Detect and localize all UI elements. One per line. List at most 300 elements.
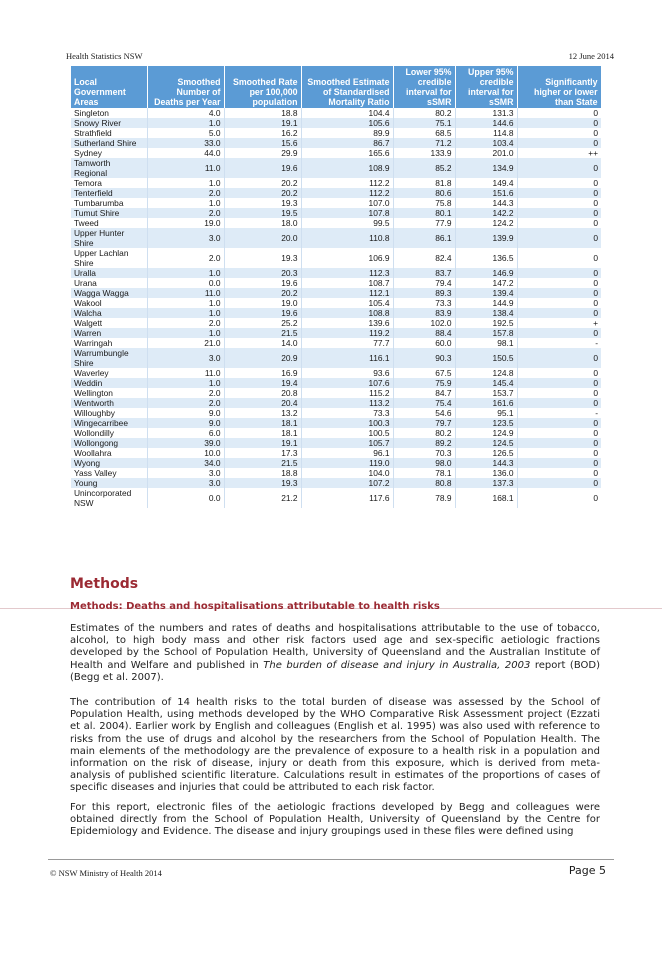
cell-deaths: 0.0	[147, 488, 224, 508]
cell-significance: 0	[517, 288, 601, 298]
report-title: The burden of disease and injury in Australia, 2003	[263, 659, 531, 671]
cell-deaths: 3.0	[147, 348, 224, 368]
cell-significance: 0	[517, 348, 601, 368]
cell-lower-ci: 83.7	[393, 268, 455, 278]
cell-lower-ci: 71.2	[393, 138, 455, 148]
cell-deaths: 2.0	[147, 398, 224, 408]
cell-rate: 19.6	[224, 308, 301, 318]
section-subtitle: Methods: Deaths and hospitalisations attributable to health risks	[70, 601, 440, 612]
table-row	[71, 208, 601, 218]
cell-lower-ci: 81.8	[393, 178, 455, 188]
cell-significance: 0	[517, 438, 601, 448]
table-row	[71, 468, 601, 478]
cell-ssmr: 99.5	[301, 218, 393, 228]
cell-deaths: 1.0	[147, 118, 224, 128]
cell-significance: 0	[517, 198, 601, 208]
cell-upper-ci: 123.5	[455, 418, 517, 428]
table-row	[71, 378, 601, 388]
cell-deaths: 44.0	[147, 148, 224, 158]
cell-deaths: 1.0	[147, 298, 224, 308]
cell-ssmr: 112.1	[301, 288, 393, 298]
cell-significance: 0	[517, 268, 601, 278]
cell-deaths: 21.0	[147, 338, 224, 348]
table-row	[71, 288, 601, 298]
section-title: Methods	[70, 576, 139, 592]
cell-significance: 0	[517, 178, 601, 188]
cell-ssmr: 100.5	[301, 428, 393, 438]
cell-lower-ci: 133.9	[393, 148, 455, 158]
cell-lga-name: Upper Lachlan Shire	[71, 248, 147, 268]
cell-upper-ci: 144.3	[455, 458, 517, 468]
cell-deaths: 10.0	[147, 448, 224, 458]
cell-rate: 17.3	[224, 448, 301, 458]
cell-lower-ci: 67.5	[393, 368, 455, 378]
cell-significance: 0	[517, 328, 601, 338]
cell-deaths: 11.0	[147, 158, 224, 178]
header-date: 12 June 2014	[568, 51, 614, 61]
cell-lower-ci: 89.3	[393, 288, 455, 298]
paragraph-1	[70, 623, 600, 684]
cell-lower-ci: 73.3	[393, 298, 455, 308]
cell-rate: 18.0	[224, 218, 301, 228]
cell-ssmr: 108.8	[301, 308, 393, 318]
cell-lga-name: Uralla	[71, 268, 147, 278]
cell-deaths: 2.0	[147, 388, 224, 398]
cell-ssmr: 104.4	[301, 108, 393, 118]
cell-significance: 0	[517, 428, 601, 438]
table-header	[71, 66, 601, 108]
cell-ssmr: 107.0	[301, 198, 393, 208]
cell-upper-ci: 124.5	[455, 438, 517, 448]
cell-lower-ci: 78.9	[393, 488, 455, 508]
table-row	[71, 488, 601, 508]
cell-lower-ci: 68.5	[393, 128, 455, 138]
cell-deaths: 1.0	[147, 378, 224, 388]
cell-rate: 14.0	[224, 338, 301, 348]
cell-lga-name: Tweed	[71, 218, 147, 228]
cell-deaths: 9.0	[147, 418, 224, 428]
table-row	[71, 418, 601, 428]
lga-mortality-table	[71, 66, 602, 508]
cell-upper-ci: 124.2	[455, 218, 517, 228]
column-header-lga: Local Government Areas	[71, 66, 147, 108]
table-row	[71, 198, 601, 208]
cell-deaths: 11.0	[147, 288, 224, 298]
table-row	[71, 118, 601, 128]
cell-lga-name: Warringah	[71, 338, 147, 348]
cell-rate: 29.9	[224, 148, 301, 158]
cell-significance: 0	[517, 248, 601, 268]
cell-upper-ci: 157.8	[455, 328, 517, 338]
cell-ssmr: 108.9	[301, 158, 393, 178]
cell-rate: 20.3	[224, 268, 301, 278]
cell-lga-name: Wentworth	[71, 398, 147, 408]
cell-lower-ci: 60.0	[393, 338, 455, 348]
cell-rate: 18.8	[224, 468, 301, 478]
table-row	[71, 368, 601, 378]
column-header-deaths: Smoothed Number of Deaths per Year	[147, 66, 224, 108]
table-row	[71, 298, 601, 308]
table-row	[71, 458, 601, 468]
column-header-lower-ci: Lower 95% credible interval for sSMR	[393, 66, 455, 108]
cell-upper-ci: 192.5	[455, 318, 517, 328]
cell-significance: 0	[517, 368, 601, 378]
cell-rate: 20.8	[224, 388, 301, 398]
cell-deaths: 2.0	[147, 188, 224, 198]
cell-deaths: 11.0	[147, 368, 224, 378]
paragraph-2: The contribution of 14 health risks to the total burden of disease was assessed by the School of Population Health, using methods developed by the WHO Comparative Risk Assessment project (Ezzati et al. 2004). Earlier work by English and colleagues (English et al. 1995) was also used with reference to risks from the use of drugs and alcohol by the researchers from the School of Population Health. The main elements of the methodology are the prevalence of exposure to a health risk in a population and information on the risk of disease, injury or death from this exposure, which is derived from meta-analysis of published scientific literature. Calculations result in estimates of the proportions of cases of specific diseases and injuries that could be attributed to each risk factor.	[70, 697, 600, 794]
cell-upper-ci: 136.5	[455, 248, 517, 268]
cell-lga-name: Wagga Wagga	[71, 288, 147, 298]
cell-deaths: 3.0	[147, 478, 224, 488]
cell-ssmr: 104.0	[301, 468, 393, 478]
cell-significance: 0	[517, 308, 601, 318]
table-row	[71, 218, 601, 228]
table-row	[71, 478, 601, 488]
cell-significance: 0	[517, 488, 601, 508]
cell-rate: 20.2	[224, 288, 301, 298]
cell-significance: ++	[517, 148, 601, 158]
cell-lga-name: Unincorporated NSW	[71, 488, 147, 508]
table-row	[71, 248, 601, 268]
cell-ssmr: 119.0	[301, 458, 393, 468]
cell-ssmr: 106.9	[301, 248, 393, 268]
table-row	[71, 158, 601, 178]
column-header-upper-ci: Upper 95% credible interval for sSMR	[455, 66, 517, 108]
cell-upper-ci: 146.9	[455, 268, 517, 278]
cell-ssmr: 115.2	[301, 388, 393, 398]
cell-ssmr: 105.6	[301, 118, 393, 128]
cell-significance: 0	[517, 218, 601, 228]
cell-lga-name: Wollongong	[71, 438, 147, 448]
table-row	[71, 398, 601, 408]
cell-lga-name: Tamworth Regional	[71, 158, 147, 178]
cell-lower-ci: 78.1	[393, 468, 455, 478]
column-header-ssmr: Smoothed Estimate of Standardised Mortality Ratio	[301, 66, 393, 108]
cell-rate: 19.3	[224, 198, 301, 208]
cell-upper-ci: 126.5	[455, 448, 517, 458]
cell-deaths: 0.0	[147, 278, 224, 288]
cell-upper-ci: 161.6	[455, 398, 517, 408]
cell-deaths: 6.0	[147, 428, 224, 438]
cell-rate: 19.3	[224, 478, 301, 488]
footer-copyright: © NSW Ministry of Health 2014	[50, 868, 162, 878]
cell-deaths: 2.0	[147, 318, 224, 328]
cell-lga-name: Yass Valley	[71, 468, 147, 478]
cell-significance: 0	[517, 118, 601, 128]
cell-lower-ci: 54.6	[393, 408, 455, 418]
cell-rate: 21.2	[224, 488, 301, 508]
cell-rate: 19.0	[224, 298, 301, 308]
cell-lower-ci: 80.2	[393, 108, 455, 118]
cell-significance: -	[517, 338, 601, 348]
cell-ssmr: 86.7	[301, 138, 393, 148]
table-row	[71, 178, 601, 188]
cell-upper-ci: 131.3	[455, 108, 517, 118]
cell-deaths: 19.0	[147, 218, 224, 228]
cell-lga-name: Tenterfield	[71, 188, 147, 198]
cell-significance: 0	[517, 128, 601, 138]
cell-ssmr: 112.2	[301, 178, 393, 188]
cell-lga-name: Woollahra	[71, 448, 147, 458]
cell-ssmr: 119.2	[301, 328, 393, 338]
cell-lga-name: Wingecarribee	[71, 418, 147, 428]
cell-significance: 0	[517, 418, 601, 428]
cell-rate: 19.3	[224, 248, 301, 268]
cell-significance: 0	[517, 108, 601, 118]
cell-ssmr: 113.2	[301, 398, 393, 408]
cell-ssmr: 105.4	[301, 298, 393, 308]
cell-ssmr: 93.6	[301, 368, 393, 378]
table-row	[71, 128, 601, 138]
cell-ssmr: 116.1	[301, 348, 393, 368]
cell-deaths: 1.0	[147, 178, 224, 188]
cell-upper-ci: 144.3	[455, 198, 517, 208]
cell-lower-ci: 75.4	[393, 398, 455, 408]
cell-lga-name: Wellington	[71, 388, 147, 398]
cell-deaths: 1.0	[147, 268, 224, 278]
cell-lga-name: Temora	[71, 178, 147, 188]
cell-ssmr: 110.8	[301, 228, 393, 248]
cell-upper-ci: 139.9	[455, 228, 517, 248]
cell-lower-ci: 84.7	[393, 388, 455, 398]
lga-mortality-table-container	[71, 66, 601, 508]
cell-upper-ci: 103.4	[455, 138, 517, 148]
cell-significance: -	[517, 408, 601, 418]
footer-divider	[48, 859, 614, 860]
cell-upper-ci: 150.5	[455, 348, 517, 368]
table-row	[71, 278, 601, 288]
cell-upper-ci: 168.1	[455, 488, 517, 508]
cell-deaths: 3.0	[147, 468, 224, 478]
table-body	[71, 108, 601, 508]
cell-significance: 0	[517, 378, 601, 388]
cell-ssmr: 73.3	[301, 408, 393, 418]
cell-lower-ci: 80.6	[393, 188, 455, 198]
cell-rate: 21.5	[224, 328, 301, 338]
cell-lower-ci: 79.7	[393, 418, 455, 428]
cell-significance: 0	[517, 458, 601, 468]
cell-deaths: 2.0	[147, 208, 224, 218]
cell-rate: 18.1	[224, 428, 301, 438]
cell-lga-name: Sydney	[71, 148, 147, 158]
cell-significance: 0	[517, 398, 601, 408]
cell-upper-ci: 134.9	[455, 158, 517, 178]
cell-upper-ci: 144.9	[455, 298, 517, 308]
cell-lower-ci: 80.1	[393, 208, 455, 218]
cell-upper-ci: 114.8	[455, 128, 517, 138]
cell-upper-ci: 98.1	[455, 338, 517, 348]
cell-rate: 20.4	[224, 398, 301, 408]
cell-significance: +	[517, 318, 601, 328]
cell-lga-name: Walcha	[71, 308, 147, 318]
cell-ssmr: 107.6	[301, 378, 393, 388]
table-row	[71, 148, 601, 158]
cell-deaths: 5.0	[147, 128, 224, 138]
cell-significance: 0	[517, 468, 601, 478]
cell-ssmr: 96.1	[301, 448, 393, 458]
cell-rate: 19.1	[224, 118, 301, 128]
cell-ssmr: 108.7	[301, 278, 393, 288]
cell-lga-name: Tumut Shire	[71, 208, 147, 218]
cell-significance: 0	[517, 158, 601, 178]
cell-upper-ci: 147.2	[455, 278, 517, 288]
cell-rate: 15.6	[224, 138, 301, 148]
cell-upper-ci: 124.8	[455, 368, 517, 378]
cell-ssmr: 107.2	[301, 478, 393, 488]
cell-ssmr: 89.9	[301, 128, 393, 138]
paragraph-1-text-a: Estimates of the numbers and rates of deaths and hospitalisations attributable to the use of tobacco, alcohol, to high body mass and other risk factors used age and sex-specific aetiologic fractions developed by the School of Population Health, University of Queensland and the Australian Institute of Health and Welfare and published in	[70, 623, 600, 671]
cell-lga-name: Waverley	[71, 368, 147, 378]
table-row	[71, 308, 601, 318]
cell-lower-ci: 82.4	[393, 248, 455, 268]
cell-rate: 16.9	[224, 368, 301, 378]
header-publication: Health Statistics NSW	[66, 51, 143, 61]
cell-significance: 0	[517, 298, 601, 308]
cell-ssmr: 112.3	[301, 268, 393, 278]
cell-lower-ci: 86.1	[393, 228, 455, 248]
table-row	[71, 268, 601, 278]
cell-lower-ci: 77.9	[393, 218, 455, 228]
cell-rate: 20.2	[224, 178, 301, 188]
table-row	[71, 318, 601, 328]
cell-lower-ci: 89.2	[393, 438, 455, 448]
cell-upper-ci: 139.4	[455, 288, 517, 298]
cell-rate: 13.2	[224, 408, 301, 418]
cell-lower-ci: 88.4	[393, 328, 455, 338]
cell-rate: 19.4	[224, 378, 301, 388]
page-number: Page 5	[568, 864, 606, 877]
cell-rate: 19.1	[224, 438, 301, 448]
cell-lower-ci: 75.8	[393, 198, 455, 208]
cell-lower-ci: 85.2	[393, 158, 455, 178]
page-header	[66, 51, 614, 65]
cell-lower-ci: 75.9	[393, 378, 455, 388]
cell-deaths: 3.0	[147, 228, 224, 248]
cell-deaths: 1.0	[147, 308, 224, 318]
cell-lga-name: Warrumbungle Shire	[71, 348, 147, 368]
cell-upper-ci: 124.9	[455, 428, 517, 438]
cell-upper-ci: 151.6	[455, 188, 517, 198]
cell-deaths: 2.0	[147, 248, 224, 268]
cell-lga-name: Wakool	[71, 298, 147, 308]
table-row	[71, 408, 601, 418]
cell-deaths: 34.0	[147, 458, 224, 468]
cell-ssmr: 100.3	[301, 418, 393, 428]
cell-lga-name: Upper Hunter Shire	[71, 228, 147, 248]
cell-upper-ci: 142.2	[455, 208, 517, 218]
table-row	[71, 228, 601, 248]
cell-significance: 0	[517, 228, 601, 248]
cell-rate: 18.1	[224, 418, 301, 428]
cell-lga-name: Snowy River	[71, 118, 147, 128]
cell-lga-name: Wyong	[71, 458, 147, 468]
table-row	[71, 428, 601, 438]
cell-rate: 18.8	[224, 108, 301, 118]
cell-lga-name: Singleton	[71, 108, 147, 118]
cell-significance: 0	[517, 478, 601, 488]
table-row	[71, 338, 601, 348]
cell-lga-name: Willoughby	[71, 408, 147, 418]
cell-deaths: 39.0	[147, 438, 224, 448]
cell-ssmr: 165.6	[301, 148, 393, 158]
cell-lower-ci: 79.4	[393, 278, 455, 288]
paragraph-3: For this report, electronic files of the aetiologic fractions developed by Begg and colleagues were obtained directly from the School of Population Health, University of Queensland by the Centre for Epidemiology and Evidence. The disease and injury groupings used in these files were defined using	[70, 802, 600, 838]
cell-upper-ci: 138.4	[455, 308, 517, 318]
cell-rate: 16.2	[224, 128, 301, 138]
cell-lga-name: Tumbarumba	[71, 198, 147, 208]
cell-lower-ci: 83.9	[393, 308, 455, 318]
cell-rate: 21.5	[224, 458, 301, 468]
cell-lga-name: Walgett	[71, 318, 147, 328]
cell-lga-name: Young	[71, 478, 147, 488]
cell-deaths: 4.0	[147, 108, 224, 118]
table-row	[71, 108, 601, 118]
cell-upper-ci: 145.4	[455, 378, 517, 388]
cell-deaths: 9.0	[147, 408, 224, 418]
table-row	[71, 388, 601, 398]
table-row	[71, 138, 601, 148]
cell-upper-ci: 149.4	[455, 178, 517, 188]
cell-lower-ci: 80.2	[393, 428, 455, 438]
cell-lower-ci: 98.0	[393, 458, 455, 468]
cell-rate: 20.9	[224, 348, 301, 368]
cell-lga-name: Urana	[71, 278, 147, 288]
cell-lower-ci: 70.3	[393, 448, 455, 458]
cell-upper-ci: 201.0	[455, 148, 517, 158]
cell-ssmr: 107.8	[301, 208, 393, 218]
cell-upper-ci: 136.0	[455, 468, 517, 478]
cell-deaths: 1.0	[147, 198, 224, 208]
cell-upper-ci: 153.7	[455, 388, 517, 398]
cell-rate: 19.5	[224, 208, 301, 218]
cell-upper-ci: 144.6	[455, 118, 517, 128]
table-row	[71, 348, 601, 368]
cell-ssmr: 117.6	[301, 488, 393, 508]
cell-ssmr: 139.6	[301, 318, 393, 328]
cell-lower-ci: 80.8	[393, 478, 455, 488]
cell-significance: 0	[517, 208, 601, 218]
cell-lga-name: Wollondilly	[71, 428, 147, 438]
cell-lga-name: Warren	[71, 328, 147, 338]
cell-lower-ci: 75.1	[393, 118, 455, 128]
cell-lga-name: Sutherland Shire	[71, 138, 147, 148]
cell-significance: 0	[517, 448, 601, 458]
cell-rate: 25.2	[224, 318, 301, 328]
table-row	[71, 188, 601, 198]
cell-significance: 0	[517, 388, 601, 398]
cell-deaths: 33.0	[147, 138, 224, 148]
table-row	[71, 438, 601, 448]
cell-significance: 0	[517, 188, 601, 198]
cell-rate: 19.6	[224, 158, 301, 178]
cell-rate: 20.0	[224, 228, 301, 248]
cell-upper-ci: 95.1	[455, 408, 517, 418]
cell-significance: 0	[517, 278, 601, 288]
cell-ssmr: 112.2	[301, 188, 393, 198]
column-header-significance: Significantly higher or lower than State	[517, 66, 601, 108]
cell-lga-name: Weddin	[71, 378, 147, 388]
table-row	[71, 448, 601, 458]
cell-significance: 0	[517, 138, 601, 148]
cell-deaths: 1.0	[147, 328, 224, 338]
cell-lower-ci: 90.3	[393, 348, 455, 368]
cell-lga-name: Strathfield	[71, 128, 147, 138]
cell-lower-ci: 102.0	[393, 318, 455, 328]
cell-ssmr: 77.7	[301, 338, 393, 348]
cell-rate: 20.2	[224, 188, 301, 198]
cell-upper-ci: 137.3	[455, 478, 517, 488]
